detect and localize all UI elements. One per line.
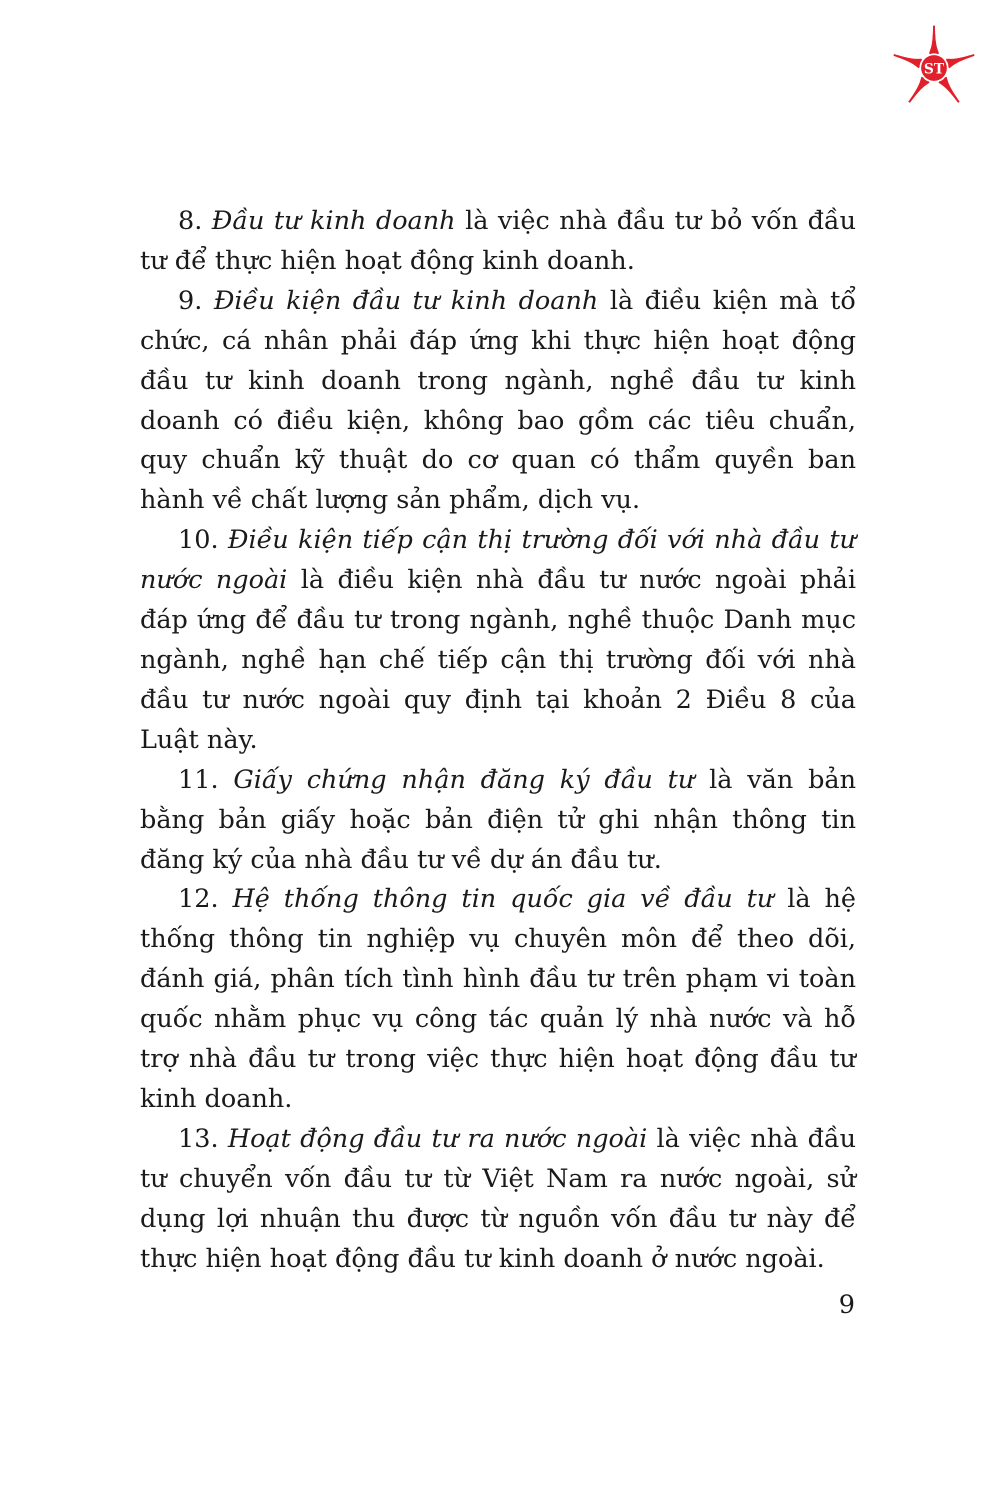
defined-term: Điều kiện đầu tư kinh doanh	[213, 285, 599, 316]
defined-term: Hệ thống thông tin quốc gia về đầu tư	[232, 884, 774, 915]
definition-text: là điều kiện nhà đầu tư nước ngoài phải đáp ứng để đầu tư trong ngành, nghề thuộc Danh mục ngành, nghề hạn chế tiếp cận thị trường đối với nhà đầu tư nước ngoài quy định tại khoản 2 Điều 8 của Luật này.	[140, 565, 856, 755]
item-number: 13.	[178, 1123, 219, 1154]
document-body	[140, 202, 856, 1279]
definition-item	[140, 761, 856, 881]
definition-text: là việc nhà đầu tư chuyển vốn đầu tư từ Việt Nam ra nước ngoài, sử dụng lợi nhuận thu được từ nguồn vốn đầu tư này để thực hiện hoạt động đầu tư kinh doanh ở nước ngoài.	[140, 1123, 856, 1274]
definition-item	[140, 202, 856, 282]
definition-text: là văn bản bằng bản giấy hoặc bản điện tử ghi nhận thông tin đăng ký của nhà đầu tư về dự án đầu tư.	[140, 764, 857, 875]
item-number: 11.	[178, 764, 219, 795]
defined-term: Điều kiện tiếp cận thị trường đối với nhà đầu tư nước ngoài	[140, 525, 856, 596]
definition-text: là việc nhà đầu tư bỏ vốn đầu tư để thực hiện hoạt động kinh doanh.	[140, 206, 857, 276]
item-number: 12.	[178, 884, 219, 915]
page-number: 9	[838, 1290, 855, 1320]
definition-item	[140, 521, 856, 760]
definition-item	[140, 282, 856, 521]
item-number: 9.	[178, 285, 203, 316]
defined-term: Đầu tư kinh doanh	[211, 206, 456, 236]
definition-item	[140, 1120, 856, 1280]
item-number: 8.	[178, 206, 203, 236]
definition-item	[140, 880, 856, 1119]
defined-term: Giấy chứng nhận đăng ký đầu tư	[233, 764, 695, 795]
star-publisher-logo-icon	[888, 22, 980, 114]
item-number: 10.	[178, 525, 219, 556]
definition-text: là hệ thống thông tin nghiệp vụ chuyên môn để theo dõi, đánh giá, phân tích tình hình đầu tư trên phạm vi toàn quốc nhằm phục vụ công tác quản lý nhà nước và hỗ trợ nhà đầu tư trong việc thực hiện hoạt động đầu tư kinh doanh.	[140, 884, 857, 1114]
logo-initials: ST	[923, 61, 945, 78]
definition-text: là điều kiện mà tổ chức, cá nhân phải đáp ứng khi thực hiện hoạt động đầu tư kinh doanh trong ngành, nghề đầu tư kinh doanh có điều kiện, không bao gồm các tiêu chuẩn, quy chuẩn kỹ thuật do cơ quan có thẩm quyền ban hành về chất lượng sản phẩm, dịch vụ.	[140, 285, 856, 516]
defined-term: Hoạt động đầu tư ra nước ngoài	[227, 1123, 648, 1154]
